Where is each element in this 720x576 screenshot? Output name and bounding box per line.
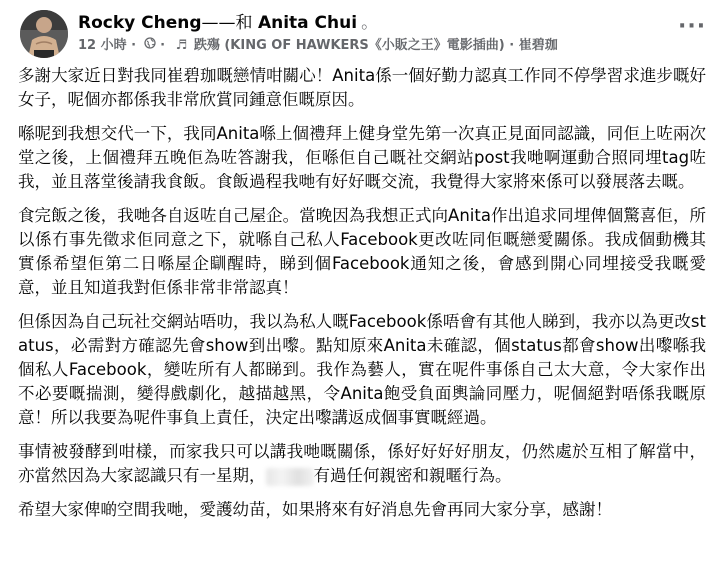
- paragraph-5: [18, 440, 706, 488]
- location-name[interactable]: 崔碧珈: [518, 38, 558, 53]
- blurred-text: [266, 468, 314, 486]
- avatar-photo: [20, 10, 68, 58]
- header-text: [78, 12, 668, 56]
- meta-line: [78, 37, 668, 56]
- name-line: [78, 12, 668, 34]
- paragraph-5-part-1: 事情被發酵到咁樣，而家我只可以講我哋嘅關係，係好好好好朋友，仍然處於互相了解當中，亦當然因為大家認識只有一星期，: [18, 442, 706, 485]
- separator: ·: [131, 38, 137, 53]
- post-time[interactable]: 12 小時: [78, 38, 127, 53]
- paragraph-4: 但係因為自己玩社交網站唔叻，我以為私人嘅Facebook係唔會有其他人睇到，我亦以為更改status，必需對方確認先會show到出嚟。點知原來Anita未確認，個status都會show出嚟喺我個私人Facebook，變咗所有人都睇到。我作為藝人，實在呢件事係自己太大意，令大家作出不必要嘅揣測，變得戲劇化，越描越黑，令Anita飽受負面輿論同壓力，呢個絕對唔係我嘅原意！所以我要為呢件事負上責任，決定出嚟講返成個事實嘅經過。: [18, 312, 706, 427]
- tagged-suffix: 。: [361, 13, 379, 33]
- music-note-icon: ♬: [175, 38, 188, 53]
- separator: ·: [160, 38, 166, 53]
- avatar[interactable]: [20, 10, 68, 58]
- paragraph-5-part-2: 有過任何親密和親暱行為。: [313, 466, 512, 485]
- author-name[interactable]: Rocky Cheng: [78, 13, 202, 33]
- post-header: [20, 10, 708, 62]
- separator: ·: [509, 38, 515, 53]
- paragraph-6: 希望大家俾啲空間我哋，愛護幼苗，如果將來有好消息先會再同大家分享，感謝！: [18, 500, 612, 519]
- with-connector: ——和: [201, 13, 258, 33]
- globe-icon: [144, 37, 156, 55]
- paragraph-3: 食完飯之後，我哋各自返咗自己屋企。當晚因為我想正式向Anita作出追求同埋俾個驚喜佢，所以係冇事先徵求佢同意之下，就喺自己私人Facebook更改咗同佢嘅戀愛關係。我成個動機其實係希望佢第二日喺屋企瞓醒時，睇到個Facebook通知之後，會感到開心同埋接受我嘅愛意，並且知道我對佢係非常非常認真！: [18, 206, 706, 297]
- music-title[interactable]: 跌殤 (KING OF HAWKERS《小販之王》電影插曲): [193, 38, 505, 53]
- tagged-name[interactable]: Anita Chui: [257, 13, 358, 33]
- post-body: [18, 64, 706, 532]
- more-options-icon[interactable]: ···: [678, 14, 707, 39]
- paragraph-1: 多謝大家近日對我同崔碧珈嘅戀情咁關心！Anita係一個好勤力認真工作同不停學習求進步嘅好女子，呢個亦都係我非常欣賞同鍾意佢嘅原因。: [18, 66, 706, 109]
- paragraph-2: 喺呢到我想交代一下，我同Anita喺上個禮拜上健身堂先第一次真正見面同認識，同佢上咗兩次堂之後，上個禮拜五晚佢為咗答謝我，佢喺佢自己嘅社交網站post我哋啊運動合照同埋tag咗我，並且落堂後請我食飯。食飯過程我哋有好好嘅交流，我覺得大家將來係可以發展落去嘅。: [18, 124, 706, 191]
